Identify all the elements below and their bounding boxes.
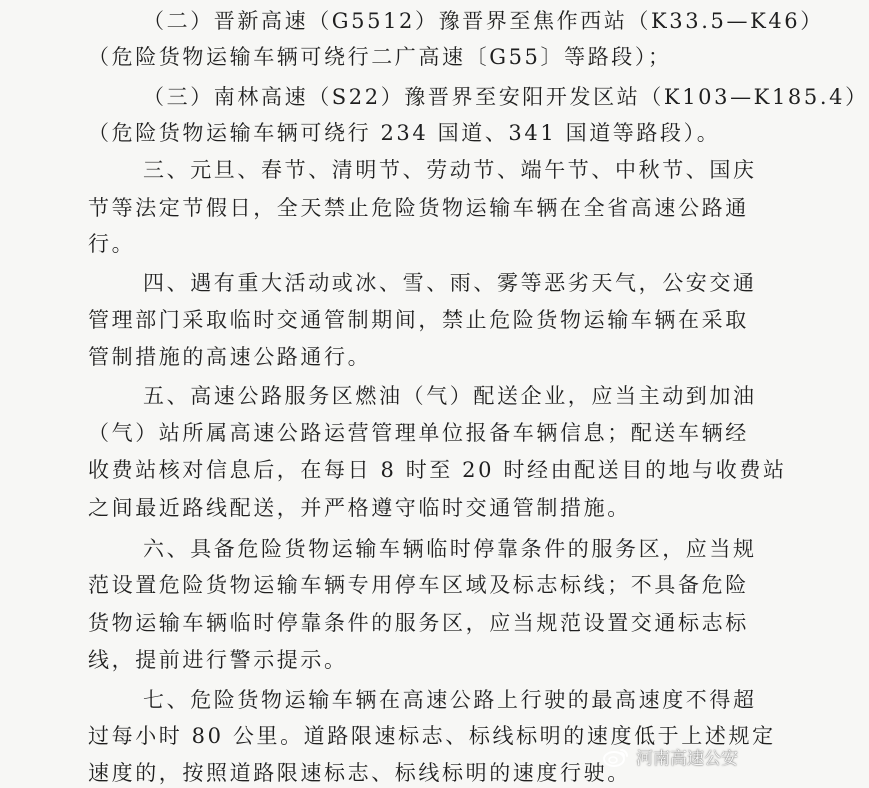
text-line: 速度的，按照道路限速标志、标线标明的速度行驶。	[88, 761, 631, 785]
weibo-icon	[602, 746, 630, 768]
watermark	[602, 744, 738, 769]
text-line: 四、遇有重大活动或冰、雪、雨、雾等恶劣天气，公安交通	[143, 271, 757, 295]
text-line: 之间最近路线配送，并严格遵守临时交通管制措施。	[88, 496, 631, 520]
text-line: 五、高速公路服务区燃油（气）配送企业，应当主动到加油	[143, 384, 757, 408]
text-line: 范设置危险货物运输车辆专用停车区域及标志标线；不具备危险	[88, 573, 749, 597]
text-line: 货物运输车辆临时停靠条件的服务区，应当规范设置交通标志标	[88, 611, 749, 635]
text-line: 过每小时 80 公里。道路限速标志、标线标明的速度低于上述规定	[88, 724, 776, 748]
text-line: （二）晋新高速（G5512）豫晋界至焦作西站（K33.5—K46）	[143, 9, 824, 33]
text-line: 七、危险货物运输车辆在高速公路上行驶的最高速度不得超	[143, 688, 757, 712]
text-line: （危险货物运输车辆可绕行 234 国道、341 国道等路段）。	[88, 121, 721, 145]
text-line: 线，提前进行警示提示。	[88, 648, 348, 672]
text-line: 三、元旦、春节、清明节、劳动节、端午节、中秋节、国庆	[143, 158, 757, 182]
text-line: （三）南林高速（S22）豫晋界至安阳开发区站（K103—K185.4）	[143, 85, 869, 109]
text-line: 管理部门采取临时交通管制期间，禁止危险货物运输车辆在采取	[88, 308, 749, 332]
text-line: 管制措施的高速公路通行。	[88, 345, 372, 369]
text-line: 节等法定节假日，全天禁止危险货物运输车辆在全省高速公路通	[88, 196, 749, 220]
text-line: 行。	[88, 232, 136, 256]
text-line: 六、具备危险货物运输车辆临时停靠条件的服务区，应当规	[143, 537, 757, 561]
text-line: （气）站所属高速公路运营管理单位报备车辆信息；配送车辆经	[88, 421, 749, 445]
text-line: （危险货物运输车辆可绕行二广高速〔G55〕等路段）；	[88, 45, 672, 69]
text-line: 收费站核对信息后，在每日 8 时至 20 时经由配送目的地与收费站	[88, 458, 787, 482]
watermark-text: 河南高速公安	[636, 749, 738, 769]
